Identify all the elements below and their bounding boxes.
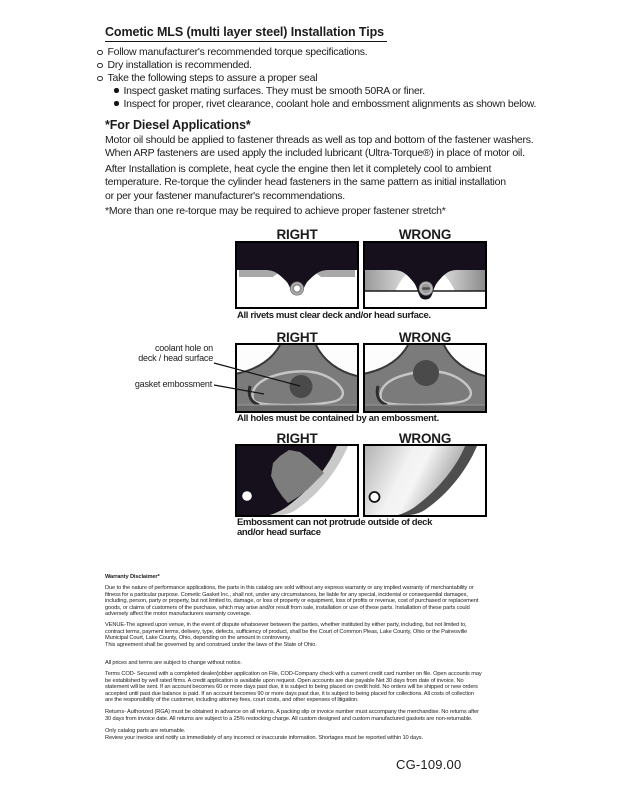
filled-bullet-icon bbox=[114, 88, 119, 93]
paragraph-line: When ARP fasteners are used apply the included lubricant (Ultra-Torque®) in place of motor oil. bbox=[105, 147, 525, 160]
hole-right-diagram bbox=[235, 343, 359, 413]
callout-line: coolant hole on bbox=[154, 343, 213, 353]
legal-line: are the responsibility of the customer, including attorney fees, court costs, and other expenses of litigation. bbox=[105, 697, 359, 703]
legal-paragraph-3 bbox=[105, 660, 242, 667]
wrong-label: WRONG bbox=[398, 330, 452, 345]
filled-bullet-icon bbox=[114, 101, 119, 106]
legal-line: Only catalog parts are returnable. bbox=[105, 728, 186, 734]
protrude-caption bbox=[237, 518, 432, 537]
legal-paragraph-1 bbox=[105, 585, 478, 618]
legal-paragraph-6 bbox=[105, 728, 423, 741]
legal-line: including, person, party or property, but not limited to, damage, or loss of property or equipment, loss of profits or revenue, cost of purchased or replacement bbox=[105, 598, 479, 604]
page-code: CG-109.00 bbox=[396, 757, 462, 772]
hole-caption: All holes must be contained by an embossment. bbox=[237, 413, 439, 424]
legal-line: statement will be sent. If an account becomes 60 or more days past due, it is subject to being placed on credit hold. No orders will be shipped or new orders bbox=[105, 684, 478, 690]
open-bullet-icon bbox=[97, 76, 103, 82]
tip-item bbox=[97, 46, 367, 58]
page-title: Cometic MLS (multi layer steel) Installation Tips bbox=[105, 25, 387, 42]
legal-line: Returns- Authorized (RGA) must be obtained in advance on all returns. A packing slip or invoice number must accompany the merchandise. No returns after bbox=[105, 709, 479, 715]
legal-paragraph-5 bbox=[105, 709, 479, 722]
sub-tip-item bbox=[114, 98, 536, 110]
legal-line: fitness for a particular purpose. Cometic Gasket Inc., shall not, under any circumstances, be liable for any special, incidental or consequential damages, bbox=[105, 591, 468, 598]
tip-item bbox=[97, 59, 252, 71]
coolant-hole-callout bbox=[103, 344, 213, 363]
rivet-wrong-diagram bbox=[363, 241, 487, 309]
legal-line: adversely affect the motor manufacturers warranty coverage. bbox=[105, 611, 252, 617]
legal-line: accepted until past due balance is paid. If an account becomes 90 or more days past due, it is subject to being placed for collections. All costs of collection bbox=[105, 690, 474, 697]
rivet-wrong-illustration bbox=[365, 243, 485, 307]
rivet-caption: All rivets must clear deck and/or head surface. bbox=[237, 310, 431, 321]
hole-wrong-diagram bbox=[363, 343, 487, 413]
paragraph-line: temperature. Re-torque the cylinder head fasteners in the same pattern as initial installation bbox=[105, 176, 506, 189]
hole-right-illustration bbox=[237, 345, 357, 411]
legal-line: VENUE-The agreed upon venue, in the event of dispute whatsoever between the parties, whether instituted by either party, including, but not limited to, bbox=[105, 622, 467, 628]
right-label: RIGHT bbox=[276, 431, 318, 446]
tip-text: Inspect gasket mating surfaces. They must be smooth 50RA or finer. bbox=[123, 85, 425, 97]
sub-tip-item bbox=[114, 85, 425, 97]
right-label: RIGHT bbox=[276, 330, 318, 345]
legal-line: Review your invoice and notify us immediately of any incorrect or inaccurate information. Shortages must be reported within 10 days. bbox=[105, 734, 423, 741]
legal-line: 30 days from invoice date. All returns are subject to a 25% restocking charge. All custom designed and custom manufactured gaskets are non-returnable. bbox=[105, 715, 473, 722]
diesel-paragraph-2 bbox=[105, 163, 506, 203]
rivet-right-diagram bbox=[235, 241, 359, 309]
legal-line: goods, or claims of customers of the purchase, which may arise and/or result from sale, installation or use of these parts. Installation of these parts could bbox=[105, 604, 470, 611]
legal-line: contract terms, payment terms, delivery, type, defects, sufficiency of product, shall be the Court of Common Pleas, Lake County, Ohio or the Painesville bbox=[105, 628, 468, 635]
open-bullet-icon bbox=[97, 50, 103, 56]
protrude-right-illustration bbox=[237, 446, 357, 515]
callout-line: deck / head surface bbox=[138, 352, 213, 363]
diesel-paragraph-1 bbox=[105, 134, 533, 161]
right-label: RIGHT bbox=[276, 227, 318, 242]
legal-paragraph-4 bbox=[105, 671, 482, 704]
gasket-embossment-callout: gasket embossment bbox=[134, 379, 212, 389]
legal-paragraph-2 bbox=[105, 622, 467, 648]
tip-text: Follow manufacturer's recommended torque specifications. bbox=[107, 46, 368, 58]
hole-wrong-illustration bbox=[365, 345, 485, 411]
protrude-wrong-illustration bbox=[365, 446, 485, 515]
caption-line: and/or head surface bbox=[237, 526, 321, 538]
tip-text: Take the following steps to assure a proper seal bbox=[107, 72, 318, 84]
paragraph-line: or per your fastener manufacturer's recommendations. bbox=[105, 189, 345, 202]
warranty-heading: Warranty Disclaimer* bbox=[105, 574, 160, 580]
caption-line: Embossment can not protrude outside of deck bbox=[237, 517, 433, 528]
diesel-heading: *For Diesel Applications* bbox=[105, 118, 251, 132]
protrude-wrong-diagram bbox=[363, 444, 487, 517]
legal-line: Due to the nature of performance applications, the parts in this catalog are sold without any express warranty or any implied warranty of merchantability or bbox=[105, 585, 474, 591]
legal-line: Terms COD- Secured with a completed dealer/jobber application on File, COD-Company check with a current credit card number on file. Open accounts may bbox=[105, 671, 482, 677]
protrude-right-diagram bbox=[235, 444, 359, 517]
open-bullet-icon bbox=[97, 63, 103, 69]
rivet-right-illustration bbox=[237, 243, 357, 307]
legal-line: This agreement shall be governed by and construed under the laws of the State of Ohio. bbox=[105, 641, 317, 648]
wrong-label: WRONG bbox=[398, 227, 452, 242]
tip-text: Dry installation is recommended. bbox=[107, 59, 252, 71]
paragraph-line: After Installation is complete, heat cycle the engine then let it completely cool to ambient bbox=[105, 163, 492, 175]
legal-line: Municipal Court, Lake County, Ohio, depending on the amount in controversy. bbox=[105, 635, 292, 641]
legal-line: be established by well rated firms. A credit application is available upon request. Open accounts are due payable Net 30 days from date of invoice. No bbox=[105, 677, 464, 684]
wrong-label: WRONG bbox=[398, 431, 452, 446]
paragraph-line: Motor oil should be applied to fastener threads as well as top and bottom of the fastener washers. bbox=[105, 134, 534, 146]
retorque-note: *More than one re-torque may be required to achieve proper fastener stretch* bbox=[105, 205, 446, 217]
tip-item bbox=[97, 72, 317, 84]
tip-text: Inspect for proper, rivet clearance, coolant hole and embossment alignments as shown below. bbox=[123, 98, 537, 110]
legal-line: All prices and terms are subject to change without notice. bbox=[105, 660, 242, 666]
